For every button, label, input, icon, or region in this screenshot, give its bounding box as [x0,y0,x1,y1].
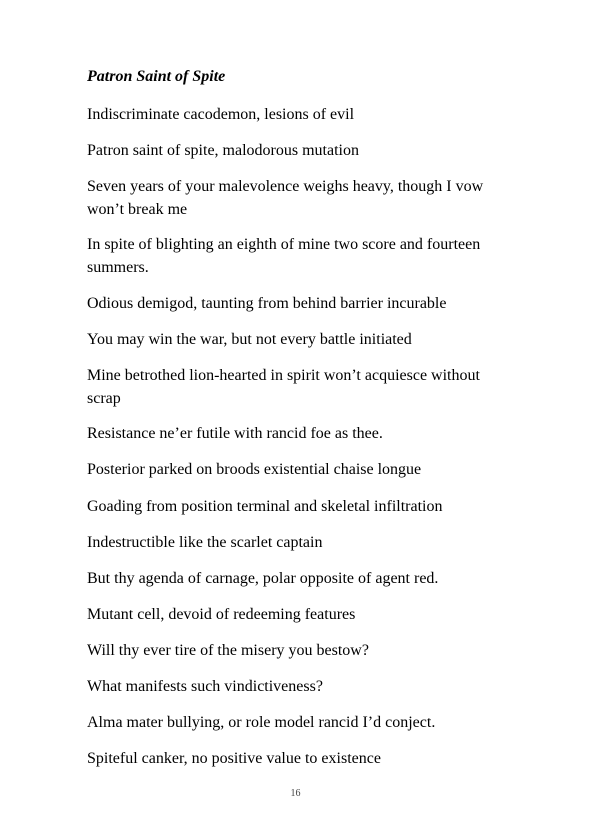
poem-line: In spite of blighting an eighth of mine two score and fourteen summers. [87,236,481,276]
poem-line: Mine betrothed lion-hearted in spirit won’t acquiesce without scrap [87,367,480,407]
poem-line: Resistance ne’er futile with rancid foe as thee. [87,425,383,442]
poem-line: Odious demigod, taunting from behind barrier incurable [87,295,447,312]
poem-line: Mutant cell, devoid of redeeming features [87,606,356,623]
poem-line: But thy agenda of carnage, polar opposite of agent red. [87,570,439,587]
poem-line: Indiscriminate cacodemon, lesions of evil [87,106,355,123]
page-number: 16 [290,788,301,799]
poem-line: Seven years of your malevolence weighs heavy, though I vow won’t break me [87,178,484,218]
poem-line: You may win the war, but not every battle initiated [87,331,412,348]
poem-line: Indestructible like the scarlet captain [87,534,323,551]
poem-title: Patron Saint of Spite [87,68,226,85]
poem-line: Spiteful canker, no positive value to existence [87,750,381,767]
poem-line: What manifests such vindictiveness? [87,678,323,695]
poem-line: Will thy ever tire of the misery you bestow? [87,642,369,659]
poem-line: Posterior parked on broods existential chaise longue [87,461,422,478]
poem-line: Goading from position terminal and skeletal infiltration [87,498,443,515]
poem-line: Alma mater bullying, or role model rancid I’d conject. [87,714,436,731]
poem-line: Patron saint of spite, malodorous mutation [87,142,359,159]
